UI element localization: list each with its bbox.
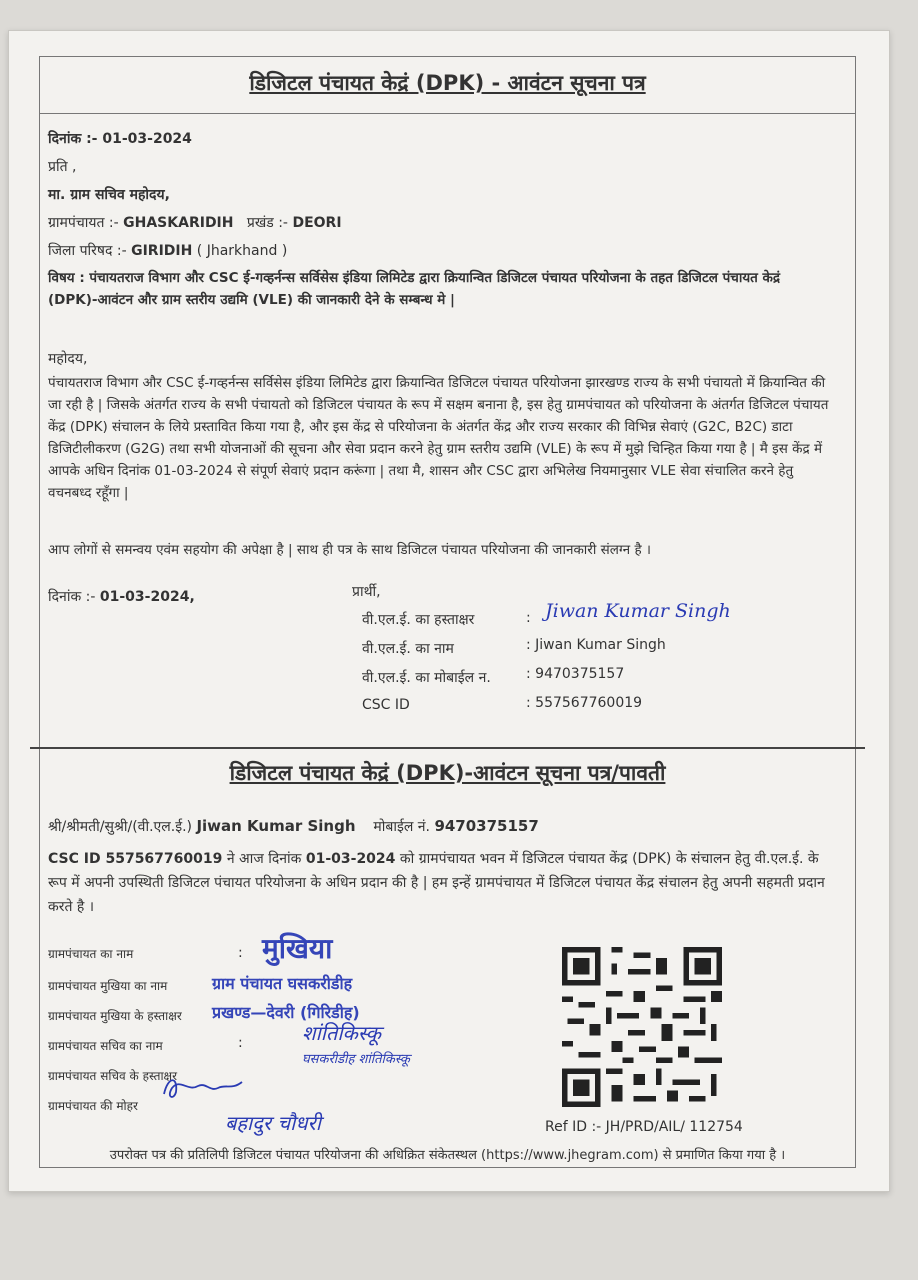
ref-id: Ref ID :- JH/PRD/AIL/ 112754 <box>545 1119 743 1135</box>
subject: विषय : पंचायतराज विभाग और CSC ई-गव्हर्नन्स सर्विसेस इंडिया लिमिटेड द्वारा क्रियान्वित डिजिटल पंचायत परियोजना के तहत डिजिटल पंचायत केद्रं (DPK)-आवंटन और ग्राम स्तरीय उद्यमि (VLE) की जानकारी देने के सम्बन्ध मे | <box>48 270 781 308</box>
applicant-label: प्रार्थी, <box>352 584 381 600</box>
salutation: महोदय, <box>48 351 88 367</box>
ack-vle-line <box>48 817 539 836</box>
gp-mukhiya-label: ग्रामपंचायत मुखिया का नाम <box>48 979 168 993</box>
title-divider <box>40 113 855 114</box>
stamp-mukhiya: मुखिया <box>262 932 333 965</box>
csc-id-value: : 557567760019 <box>526 695 643 711</box>
ack-paragraph <box>48 847 833 919</box>
ack-title: डिजिटल पंचायत केद्रं (DPK)-आवंटन सूचना पत्र/पावती <box>229 761 666 785</box>
block-value: DEORI <box>292 215 342 231</box>
district-label: जिला परिषद :- <box>48 243 127 259</box>
gp-value: GHASKARIDIH <box>123 215 234 231</box>
letter-frame <box>39 56 856 1168</box>
letter-date: दिनांक :- 01-03-2024 <box>48 131 192 147</box>
vle-mobile-label: वी.एल.ई. का मोबाईल न. <box>362 670 491 686</box>
date2-value: 01-03-2024, <box>99 589 195 605</box>
stamp-gp: ग्राम पंचायत घसकरीडीह <box>212 974 353 993</box>
csc-id-label: CSC ID <box>362 697 410 713</box>
district-line <box>48 241 287 260</box>
gp-line <box>48 213 342 232</box>
section-divider <box>30 747 865 749</box>
vle-mobile-value: : 9470375157 <box>526 666 625 682</box>
qr-code <box>558 947 726 1107</box>
ack-name: Jiwan Kumar Singh <box>196 817 356 835</box>
bahadur-signature: बहादुर चौधरी <box>225 1111 321 1135</box>
secretary-signature-2: घसकरीडीह शांतिकिस्कू <box>302 1052 410 1067</box>
ack-date: 01-03-2024 <box>305 851 396 867</box>
footer-note: उपरोक्त पत्र की प्रतिलिपी डिजिटल पंचायत परियोजना की अधिक्रित संकेतस्थल (https://www.jhegram.com) से प्रमाणित किया गया है । <box>109 1148 786 1163</box>
gp-secretary-label: ग्रामपंचायत सचिव का नाम <box>48 1039 163 1053</box>
seal-scribble <box>158 1070 250 1104</box>
gp-mukhiya-sign-label: ग्रामपंचायत मुखिया के हस्ताक्षर <box>48 1009 182 1023</box>
gp-seal-label: ग्रामपंचायत की मोहर <box>48 1099 138 1113</box>
vle-sign-colon: : <box>526 610 531 626</box>
district-value: GIRIDIH <box>131 243 193 259</box>
document-sheet <box>8 30 890 1192</box>
ack-prefix: श्री/श्रीमती/सुश्री/(वी.एल.ई.) <box>48 819 192 835</box>
ack-text2: को ग्रामपंचायत भवन में डिजिटल पंचायत केंद्र (DPK) के संचालन हेतु वी.एल.ई. के रूप में अपनी उपस्थिती डिजिटल पंचायत परियोजना के अधिन प्रदान की है | हम इन्हें ग्रामपंचायत में डिजिटल पंचायत केंद्र संचालन हेतु अपनी सहमती प्रदान करते है । <box>48 851 825 915</box>
recipient: मा. ग्राम सचिव महोदय, <box>48 187 170 203</box>
block-label: प्रखंड :- <box>246 215 288 231</box>
gp-name-colon: : <box>238 945 243 961</box>
district-state: ( Jharkhand ) <box>196 243 288 259</box>
gp-label: ग्रामपंचायत :- <box>48 215 119 231</box>
gp-name-label: ग्रामपंचायत का नाम <box>48 947 134 961</box>
letter-title: डिजिटल पंचायत केद्रं (DPK) - आवंटन सूचना पत्र <box>249 71 646 95</box>
vle-sign-label: वी.एल.ई. का हस्ताक्षर <box>362 612 475 628</box>
gp-secretary-colon: : <box>238 1035 243 1051</box>
ack-mobile: 9470375157 <box>434 817 539 835</box>
secretary-signature: शांतिकिस्कू <box>302 1021 382 1045</box>
gp-secretary-sign-label: ग्रामपंचायत सचिव के हस्ताक्षर <box>48 1069 178 1083</box>
ack-text1: ने आज दिनांक <box>226 851 302 867</box>
vle-signature: Jiwan Kumar Singh <box>545 600 731 622</box>
vle-name-value: : Jiwan Kumar Singh <box>526 637 666 653</box>
vle-name-label: वी.एल.ई. का नाम <box>362 641 454 657</box>
date-line-2 <box>48 587 195 606</box>
prati-label: प्रति , <box>48 159 77 175</box>
body-paragraph: पंचायतराज विभाग और CSC ई-गव्हर्नन्स सर्विसेस इंडिया लिमिटेड द्वारा क्रियान्वित डिजिटल पंचायत परियोजना झारखण्ड राज्य के सभी पंचायतो में क्रियान्वित की जा रही है | जिसके अंतर्गत राज्य के सभी पंचायतो को डिजिटल पंचायत के रूप में सक्षम बनाना है, इस हेतु ग्रामपंचायत को परियोजना के अंतर्गत डिजिटल पंचायत केंद्र (DPK) संचालन के लिये प्रस्तावित किया गया है, और इस केंद्र से परियोजना के अंतर्गत केंद्र और राज्य सरकार की विभिन्न सेवाएं (G2C, B2C) डाटा डिजिटीलीकरण (G2G) तथा सभी योजनाओं की सूचना और सेवा प्रदान करने हेतु ग्राम स्तरीय उद्यमि (VLE) के रूप में मुझे चिन्हित किया गया है | मै इस केंद्र में आपके अधिन दिनांक 01-03-2024 से संपूर्ण सेवाएं प्रदान करूंगा | तथा मै, शासन और CSC द्वारा अभिलेख नियमानुसार VLE सेवा संचालित करने हेतु वचनबध्द रहूँगा | <box>48 375 829 501</box>
date2-label: दिनांक :- <box>48 589 96 605</box>
stamp-block: प्रखण्ड—देवरी (गिरिडीह) <box>212 1003 360 1022</box>
ack-csc: CSC ID 557567760019 <box>48 851 223 867</box>
body-closing: आप लोगों से समन्वय एवंम सहयोग की अपेक्षा है | साथ ही पत्र के साथ डिजिटल पंचायत परियोजना की जानकारी संलग्न है । <box>48 542 652 558</box>
ack-mobile-label: मोबाईल नं. <box>373 819 430 835</box>
